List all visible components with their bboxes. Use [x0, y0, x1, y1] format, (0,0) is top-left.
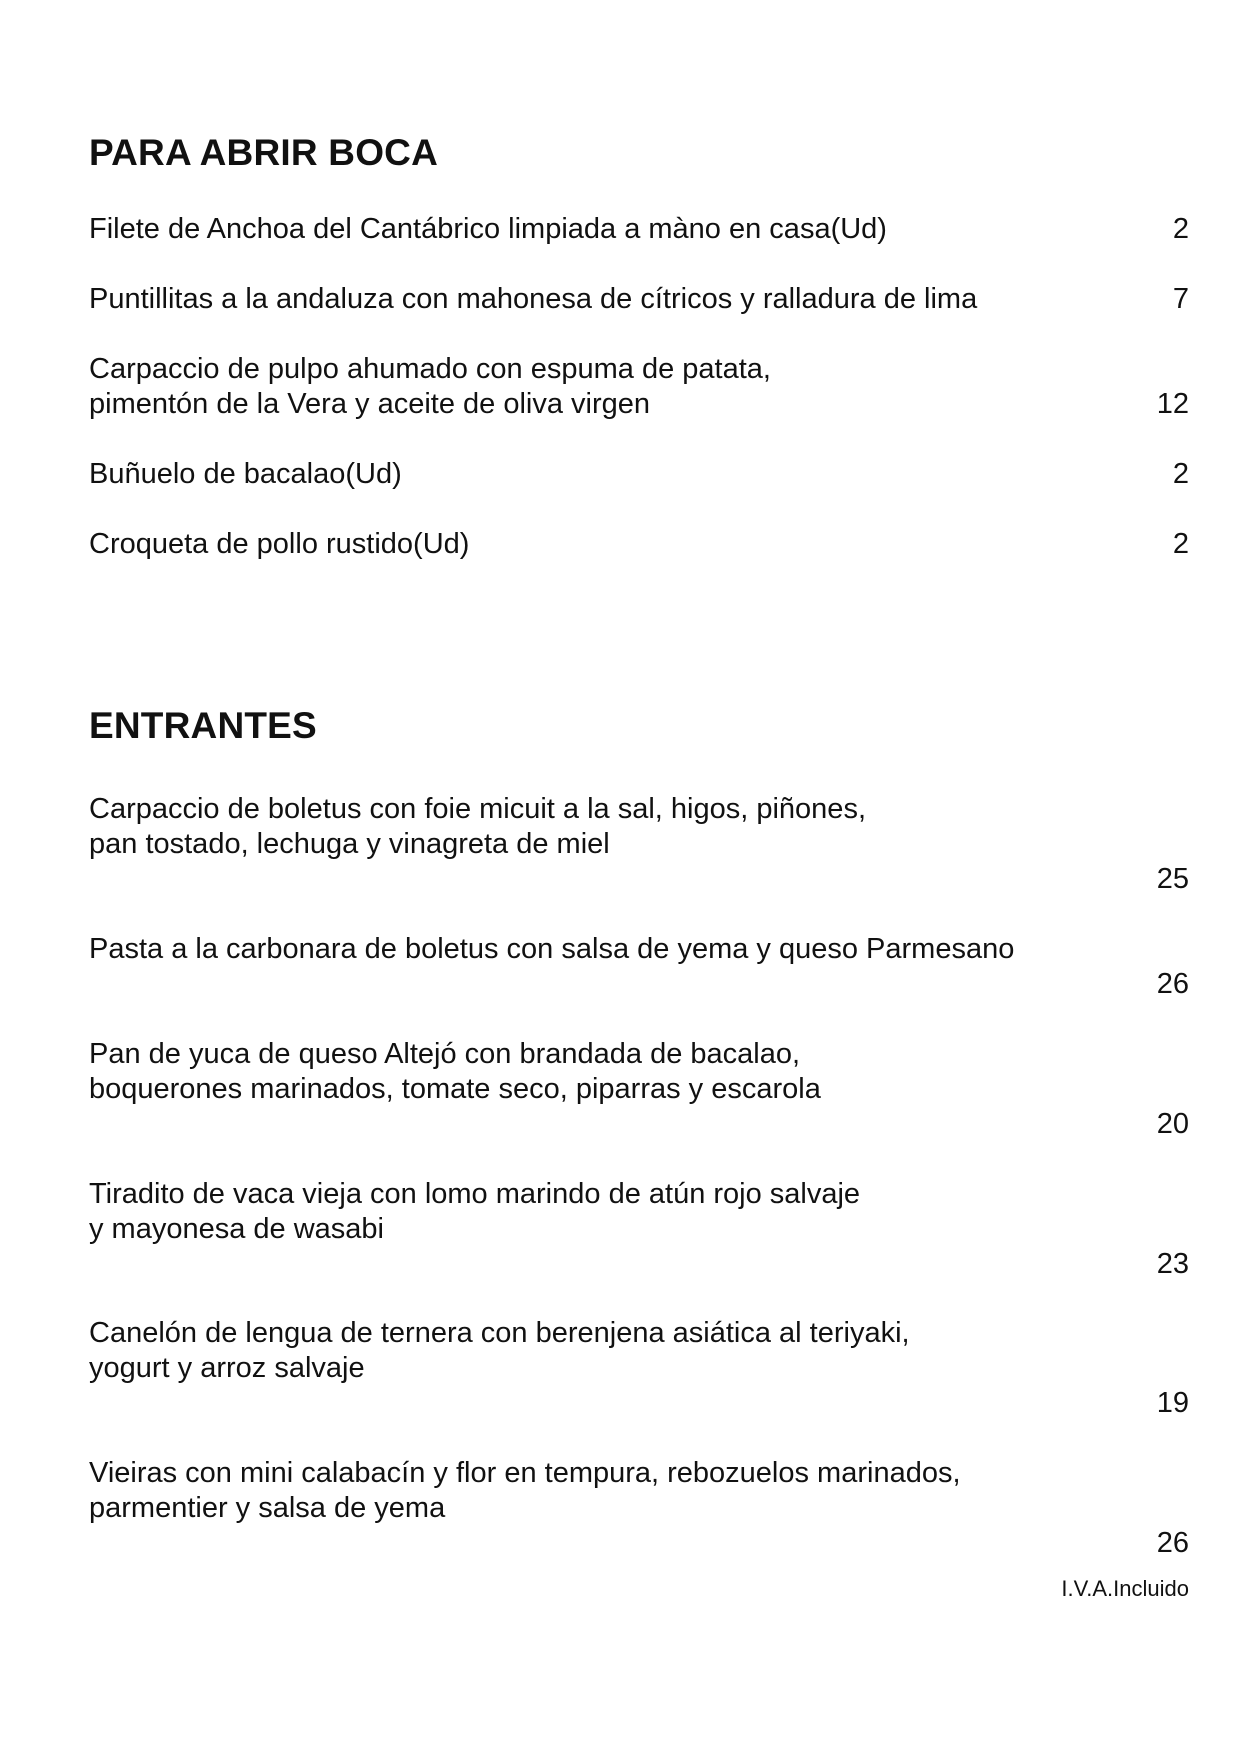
menu-item [89, 932, 1189, 1000]
item-description: Croqueta de pollo rustido(Ud) [89, 528, 470, 560]
tax-note: I.V.A.Incluido [1061, 1576, 1189, 1601]
menu-item [89, 1177, 1189, 1280]
item-price: 7 [1172, 283, 1189, 315]
menu-item [89, 1316, 1189, 1419]
menu-item [89, 527, 1189, 562]
item-price: 26 [1156, 1527, 1189, 1559]
item-price: 26 [1156, 968, 1189, 1000]
menu-item [89, 282, 1189, 317]
item-description: Puntillitas a la andaluza con mahonesa de cítricos y ralladura de lima [89, 283, 978, 315]
item-price: 2 [1172, 458, 1189, 490]
item-description: Vieiras con mini calabacín y flor en tempura, rebozuelos marinados, parmentier y salsa de yema [89, 1457, 961, 1524]
item-description: Pasta a la carbonara de boletus con salsa de yema y queso Parmesano [89, 933, 1015, 965]
section-heading-para-abrir-boca: PARA ABRIR BOCA [89, 132, 439, 173]
item-description: Filete de Anchoa del Cantábrico limpiada a màno en casa(Ud) [89, 213, 887, 245]
menu-item [89, 457, 1189, 492]
menu-item [89, 792, 1189, 895]
menu-item [89, 212, 1189, 247]
item-price: 2 [1172, 213, 1189, 245]
item-description: Carpaccio de pulpo ahumado con espuma de patata, pimentón de la Vera y aceite de oliva virgen [89, 353, 771, 420]
item-price: 23 [1156, 1248, 1189, 1280]
item-description: Carpaccio de boletus con foie micuit a la sal, higos, piñones, pan tostado, lechuga y vinagreta de miel [89, 793, 866, 860]
menu-item [89, 1456, 1189, 1559]
item-description: Canelón de lengua de ternera con berenjena asiática al teriyaki, yogurt y arroz salvaje [89, 1317, 910, 1384]
item-price: 12 [1156, 388, 1189, 420]
menu-item [89, 352, 1189, 422]
item-description: Buñuelo de bacalao(Ud) [89, 458, 402, 490]
item-price: 20 [1156, 1108, 1189, 1140]
item-description: Pan de yuca de queso Altejó con brandada de bacalao, boquerones marinados, tomate seco, piparras y escarola [89, 1038, 821, 1105]
item-price: 19 [1156, 1387, 1189, 1419]
menu-item [89, 1037, 1189, 1140]
item-price: 25 [1156, 863, 1189, 895]
section-heading-entrantes: ENTRANTES [89, 705, 317, 746]
item-price: 2 [1172, 528, 1189, 560]
item-description: Tiradito de vaca vieja con lomo marindo de atún rojo salvaje y mayonesa de wasabi [89, 1178, 861, 1245]
